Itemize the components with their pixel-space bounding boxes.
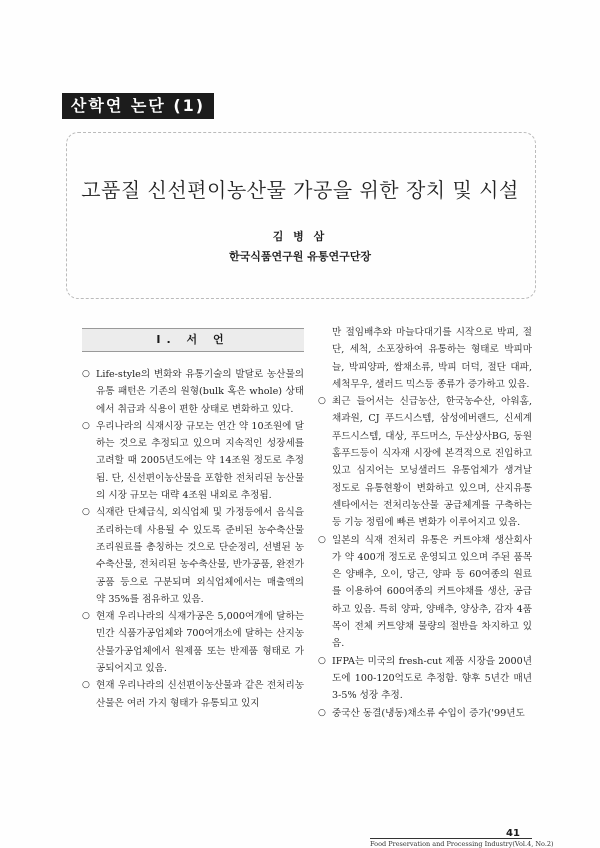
footer-rule — [370, 838, 532, 839]
paragraph-text: 우리나라의 식재시장 규모는 연간 약 10조원에 달하는 것으로 추정되고 있으며 지속적인 성장세를 고려할 때 2005년도에는 약 14조원 정도로 추정됨. 단, 신선편이농산물을 포함한 전처리된 농산물의 시장 규모는 대략 4조원 내외로 추정됨. — [96, 420, 304, 502]
paragraph-text: 만 절임배추와 마늘다대기를 시작으로 박피, 절단, 세척, 소포장하여 유통하는 형태로 박피마늘, 박피양파, 쌈채소류, 박피 더덕, 절단 대파, 세척무우, 샐러드 믹스등 종류가 증가하고 있음. — [332, 327, 532, 390]
left-column — [82, 366, 304, 712]
paragraph-text: 식재란 단체급식, 외식업체 및 가정등에서 음식을 조리하는데 사용될 수 있도록 준비된 농수축산물 조리원료를 총칭하는 것으로 단순정리, 선별된 농수축산물, 전처리된 농수축산물, 반가공품, 완전가공품 등으로 구분되며 외식업체에서는 매출액의 약 35%를 점유하고 있음. — [96, 507, 304, 605]
bullet-icon: ○ — [318, 707, 326, 718]
paragraph — [318, 393, 532, 531]
paragraph — [82, 366, 304, 418]
article-title: 고품질 신선편이농산물 가공을 위한 장치 및 시설 — [81, 178, 519, 202]
paragraph-text: Life-style의 변화와 유통기술의 발달로 농산물의 유통 패턴은 기존의 원형(bulk 혹은 whole) 상태에서 취급과 식용이 편한 상태로 변화하고 있다. — [96, 369, 304, 415]
bullet-icon: ○ — [318, 396, 326, 407]
paragraph — [82, 677, 304, 712]
bullet-icon: ○ — [82, 507, 90, 518]
paragraph-text: 중국산 동결(냉동)채소류 수입이 증가('99년도 — [332, 707, 525, 719]
bullet-icon: ○ — [318, 655, 326, 666]
journal-citation: Food Preservation and Processing Industry(Vol.4, No.2) — [370, 840, 554, 848]
bullet-icon: ○ — [82, 369, 90, 379]
paragraph — [82, 418, 304, 504]
paragraph — [82, 608, 304, 677]
bullet-icon: ○ — [82, 680, 90, 691]
author-name: 김 병 삼 — [272, 230, 328, 243]
page-number: 41 — [506, 828, 520, 839]
author-affiliation: 한국식품연구원 유통연구단장 — [229, 250, 371, 263]
section-heading: Ⅰ. 서 언 — [82, 328, 304, 352]
paragraph — [318, 705, 532, 722]
paragraph — [318, 532, 532, 653]
bullet-icon: ○ — [82, 611, 90, 622]
paragraph-text: 일본의 식재 전처리 유통은 커트야채 생산회사가 약 400개 정도로 운영되고 있으며 주된 품목은 양배추, 오이, 당근, 양파 등 60여종의 원료를 이용하여 600여종의 커트야채를 생산, 공급하고 있음. 특히 양파, 양배추, 양상추, 감자 4품목이 전체 커트양채 물량의 절반을 차지하고 있음. — [332, 534, 532, 650]
paragraph — [82, 504, 304, 608]
paragraph-text: 최근 들어서는 신급농산, 한국농수산, 아워홈, 채과원, CJ 푸드시스템, 삼성에버랜드, 신세계 푸드시스템, 대상, 푸드머스, 두산상사BG, 동원홈푸드등이 식자재 시장에 본격적으로 진입하고 있고 심지어는 모닝샐러드 유통업체가 생겨날 정도로 유통현황이 변화하고 있으며, 산지유통센타에서는 전처리농산물 공급체계를 구축하는 등 기능 정립에 빠른 변화가 이루어지고 있음. — [332, 396, 532, 529]
paragraph-text: 현재 우리나라의 신선편이농산물과 같은 전처리농산물은 여러 가지 형태가 유통되고 있지 — [96, 680, 304, 709]
paragraph — [318, 653, 532, 705]
title-frame — [66, 132, 536, 299]
bullet-icon: ○ — [318, 534, 326, 545]
right-column — [318, 324, 532, 722]
paragraph-text: 현재 우리나라의 식재가공은 5,000여개에 달하는 민간 식품가공업체와 700여개소에 달하는 산지농산물가공업체에서 원제품 또는 반제품 형태로 가공되어지고 있음. — [96, 611, 304, 675]
paragraph-continuation — [318, 324, 532, 393]
series-tag: 산학연 논단 (1) — [62, 93, 214, 119]
bullet-icon: ○ — [82, 420, 90, 431]
paragraph-text: IFPA는 미국의 fresh-cut 제품 시장을 2000년도에 100-120억도로 추정함. 향후 5년간 매년 3-5% 성장 추정. — [332, 655, 532, 702]
